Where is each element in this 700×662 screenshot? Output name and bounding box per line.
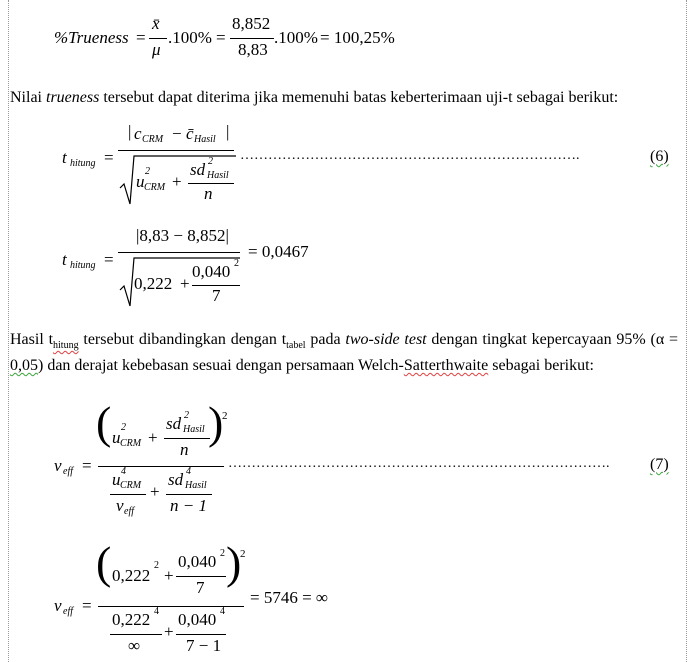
numerator-value: 8,852 — [232, 14, 271, 33]
sd-superscript: 2 — [208, 156, 213, 167]
fraction-bar — [166, 494, 212, 495]
term-c-denominator: ∞ — [128, 636, 141, 655]
fraction-bar — [110, 634, 162, 635]
u-subscript: CRM — [120, 438, 142, 449]
leader-dots: ………………………………………………………………. — [240, 148, 580, 163]
v-subscript: eff — [63, 606, 73, 617]
term-b-denominator: 7 — [196, 578, 205, 597]
term-b-superscript: 2 — [234, 258, 239, 269]
term-b: 0,040 — [192, 262, 231, 281]
t-symbol: t — [62, 250, 67, 269]
sd-symbol: sd — [166, 414, 182, 433]
u-subscript: CRM — [144, 182, 166, 193]
main-fraction-bar — [98, 466, 224, 467]
c-symbol: c — [134, 124, 142, 143]
numerator-value: |8,83 − 8,852| — [136, 226, 229, 245]
sd-symbol: sd — [190, 160, 206, 179]
equation-6-numeric — [0, 222, 700, 310]
trueness-result: = 100,25% — [320, 28, 395, 47]
c-subscript: CRM — [142, 134, 164, 145]
u-symbol: u — [112, 428, 121, 447]
n-minus-one: n − 1 — [170, 496, 207, 515]
u4-subscript: CRM — [120, 480, 142, 491]
equals-sign: = — [104, 250, 114, 269]
fraction-bar — [176, 634, 226, 635]
v-symbol: v — [54, 456, 62, 475]
cbar-symbol: c̄ — [186, 124, 194, 143]
veff-result: = 5746 = ∞ — [250, 588, 329, 607]
equals-sign: = — [136, 28, 146, 47]
abs-bar: | — [226, 122, 230, 141]
sd-superscript: 2 — [184, 410, 189, 421]
fraction-bar — [230, 38, 274, 39]
t-result: = 0,0467 — [248, 242, 309, 261]
close-paren: ) — [208, 397, 224, 448]
equals-sign: = — [82, 596, 92, 615]
close-paren: ) — [226, 537, 242, 588]
plus-sign: + — [164, 622, 174, 641]
t-subscript: hitung — [70, 260, 96, 271]
fraction-bar — [164, 438, 210, 439]
term-a-superscript: 2 — [154, 560, 159, 571]
equals-sign: = — [82, 456, 92, 475]
term-b: 0,040 — [178, 552, 217, 571]
cbar-subscript: Hasil — [194, 134, 216, 145]
sd4-subscript: Hasil — [185, 480, 207, 491]
plus-sign: + — [172, 172, 182, 191]
term-a: 0,222 — [112, 566, 151, 585]
sd4-symbol: sd — [168, 470, 184, 489]
abs-bar: | — [128, 122, 132, 141]
outer-superscript: 2 — [240, 548, 246, 560]
veff-symbol: v — [116, 496, 124, 515]
fraction-bar — [118, 150, 234, 151]
u4-superscript: 4 — [121, 466, 126, 477]
sd4-superscript: 4 — [186, 466, 191, 477]
u-superscript: 2 — [121, 422, 126, 433]
trueness-equation — [0, 0, 700, 70]
equation-7 — [0, 397, 700, 520]
fraction-bar — [149, 38, 167, 39]
n-symbol: n — [204, 184, 213, 203]
u-superscript: 2 — [145, 166, 150, 177]
n-symbol: n — [180, 440, 189, 459]
paragraph-trueness: Nilai trueness tersebut dapat diterima jika memenuhi batas keberterimaan uji-t sebagai berikut: — [10, 89, 619, 106]
sd-subscript: Hasil — [207, 170, 229, 181]
plus-sign: + — [164, 566, 174, 585]
denominator-value: 8,83 — [238, 40, 268, 59]
term-a: 0,222 — [134, 274, 173, 293]
leader-dots: ………………………………………………………………………. — [228, 456, 610, 471]
open-paren: ( — [96, 397, 112, 448]
u4-symbol: u — [112, 470, 121, 489]
trueness-lhs: %Trueness — [54, 28, 129, 47]
fraction-bar — [176, 576, 226, 577]
mean-symbol: x̄ — [152, 14, 160, 33]
term-d-superscript: 4 — [220, 606, 225, 617]
multiplier: .100% — [274, 28, 318, 47]
term-d-denominator: 7 − 1 — [186, 636, 222, 655]
two-side-test-term: two-side test — [345, 331, 427, 348]
equation-6 — [0, 120, 700, 210]
multiplier: .100% — [168, 28, 212, 47]
t-symbol: t — [62, 148, 67, 167]
equals-sign: = — [104, 148, 114, 167]
equation-7-numeric — [0, 537, 700, 660]
outer-superscript: 2 — [222, 410, 228, 422]
t-subscript: hitung — [70, 158, 96, 169]
open-paren: ( — [96, 537, 112, 588]
term-c-superscript: 4 — [154, 606, 159, 617]
term-b-denominator: 7 — [212, 286, 221, 305]
v-subscript: eff — [63, 466, 73, 477]
plus-sign: + — [148, 428, 158, 447]
term-d: 0,040 — [178, 610, 217, 629]
minus-sign: − — [172, 124, 182, 143]
plus-sign: + — [150, 482, 160, 501]
equals-sign: = — [216, 28, 226, 47]
v-symbol: v — [54, 596, 62, 615]
paragraph-welch: Hasil $t_{hitung}$ tersebut dibandingkan dengan $t_{tabel}$ pada two-side test dengan tingkat kepercayaan 95% (α = 0,05) dan derajat kebebasan sesuai dengan persamaan Welch-Satterthwaite sebagai berikut: — [10, 331, 679, 374]
u-symbol: u — [136, 172, 145, 191]
equation-number: (6) — [650, 148, 669, 165]
equation-number: (7) — [650, 456, 669, 473]
sd-subscript: Hasil — [183, 424, 205, 435]
veff-subscript: eff — [124, 506, 134, 517]
term-c: 0,222 — [112, 610, 151, 629]
fraction-bar — [118, 252, 240, 253]
fraction-bar — [110, 494, 146, 495]
term-b-superscript: 2 — [220, 548, 225, 559]
mu-symbol: μ — [152, 40, 161, 59]
plus-sign: + — [180, 274, 190, 293]
trueness-term: trueness — [46, 89, 100, 106]
